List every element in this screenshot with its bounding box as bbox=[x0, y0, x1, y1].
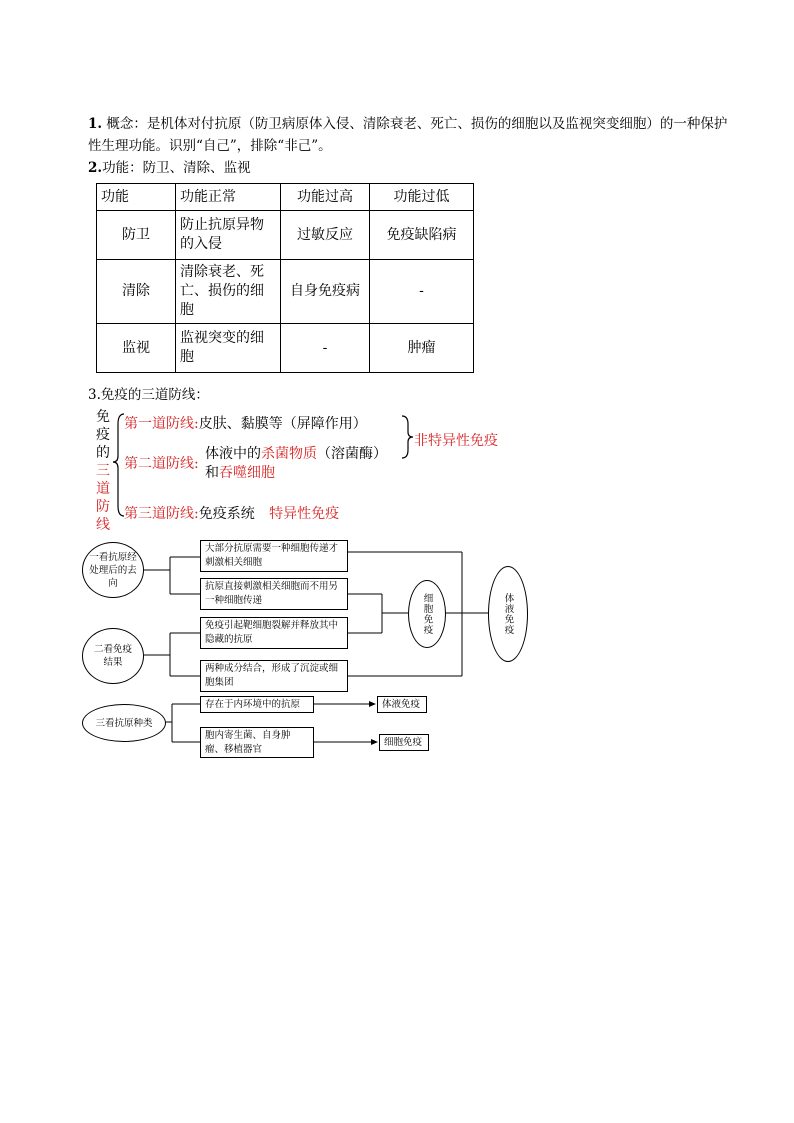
oval-step-two: 二看免疫结果 bbox=[82, 628, 144, 684]
table-cell: 自身免疫病 bbox=[281, 260, 370, 324]
table-header: 功能过高 bbox=[281, 184, 370, 211]
result-humoral: 体液免疫 bbox=[377, 696, 427, 713]
table-header: 功能 bbox=[97, 184, 176, 211]
side-char: 的 bbox=[96, 445, 110, 461]
defense-heading: 3.免疫的三道防线： bbox=[88, 387, 209, 403]
table-header: 功能正常 bbox=[176, 184, 281, 211]
box-internal-antigen: 存在于内环境中的抗原 bbox=[200, 696, 314, 713]
function-number: 2. bbox=[88, 160, 103, 176]
box-target-cell-lysis: 免疫引起靶细胞裂解并释放其中隐藏的抗原 bbox=[200, 617, 348, 649]
line2-label: 第二道防线: bbox=[124, 456, 199, 472]
line2-red: 杀菌物质 bbox=[261, 446, 317, 462]
oval-step-one: 一看抗原经处理后的去向 bbox=[82, 542, 144, 598]
oval-step-three: 三看抗原种类 bbox=[82, 704, 166, 742]
table-header: 功能过低 bbox=[370, 184, 474, 211]
oval-cell-immunity bbox=[408, 580, 446, 648]
line3-red: 特异性免疫 bbox=[269, 506, 340, 522]
box-precipitate: 两种成分结合，形成了沉淀或细胞集团 bbox=[200, 660, 348, 692]
table-cell: 过敏反应 bbox=[281, 211, 370, 260]
table-cell: 清除 bbox=[97, 260, 176, 324]
line2-text-c: 和 bbox=[205, 465, 219, 481]
side-char: 防 bbox=[96, 499, 110, 515]
result-cell: 细胞免疫 bbox=[379, 734, 429, 751]
table-cell: 清除衰老、死亡、损伤的细胞 bbox=[176, 260, 281, 324]
side-char: 免 bbox=[96, 409, 110, 425]
table-cell: 监视 bbox=[97, 324, 176, 373]
table-cell: - bbox=[370, 260, 474, 324]
line3-label: 第三道防线: bbox=[124, 506, 199, 522]
table-cell: 监视突变的细胞 bbox=[176, 324, 281, 373]
concept-line2: 性生理功能。识别“自己”，排除“非己”。 bbox=[88, 138, 332, 154]
side-char: 三 bbox=[96, 463, 110, 479]
function-text: 功能：防卫、清除、监视 bbox=[102, 160, 251, 176]
concept-line1: 是机体对付抗原（防卫病原体入侵、清除衰老、死亡、损伤的细胞以及监视突变细胞）的一种保护 bbox=[146, 116, 728, 132]
box-antigen-direct: 抗原直接刺激相关细胞而不用另一种细胞传递 bbox=[200, 578, 348, 610]
oval-humoral-immunity bbox=[488, 566, 528, 662]
side-char: 道 bbox=[96, 481, 110, 497]
table-cell: 防卫 bbox=[97, 211, 176, 260]
cell-immunity-text: 细胞免疫 bbox=[421, 593, 433, 635]
line2-text-a: 体液中的 bbox=[205, 446, 261, 462]
line1-label: 第一道防线: bbox=[124, 416, 199, 432]
line2-text-b: （溶菌酶） bbox=[317, 446, 387, 462]
nonspecific-label: 非特异性免疫 bbox=[414, 433, 498, 449]
box-antigen-transfer: 大部分抗原需要一种细胞传递才刺激相关细胞 bbox=[200, 540, 348, 572]
side-char: 线 bbox=[96, 517, 110, 533]
line3-text: 免疫系统 bbox=[198, 506, 255, 522]
table-cell: - bbox=[281, 324, 370, 373]
concept-label: 概念： bbox=[106, 116, 147, 132]
box-intracellular: 胞内寄生菌、自身肿瘤、移植器官 bbox=[200, 727, 314, 758]
table-cell: 免疫缺陷病 bbox=[370, 211, 474, 260]
table-cell: 防止抗原异物的入侵 bbox=[176, 211, 281, 260]
humoral-text: 体液免疫 bbox=[502, 593, 514, 635]
line1-text: 皮肤、黏膜等（屏障作用） bbox=[198, 416, 367, 432]
table-cell: 肿瘤 bbox=[370, 324, 474, 373]
concept-number: 1. bbox=[88, 116, 103, 132]
line2-red2: 吞噬细胞 bbox=[219, 465, 275, 481]
side-char: 疫 bbox=[96, 427, 110, 443]
